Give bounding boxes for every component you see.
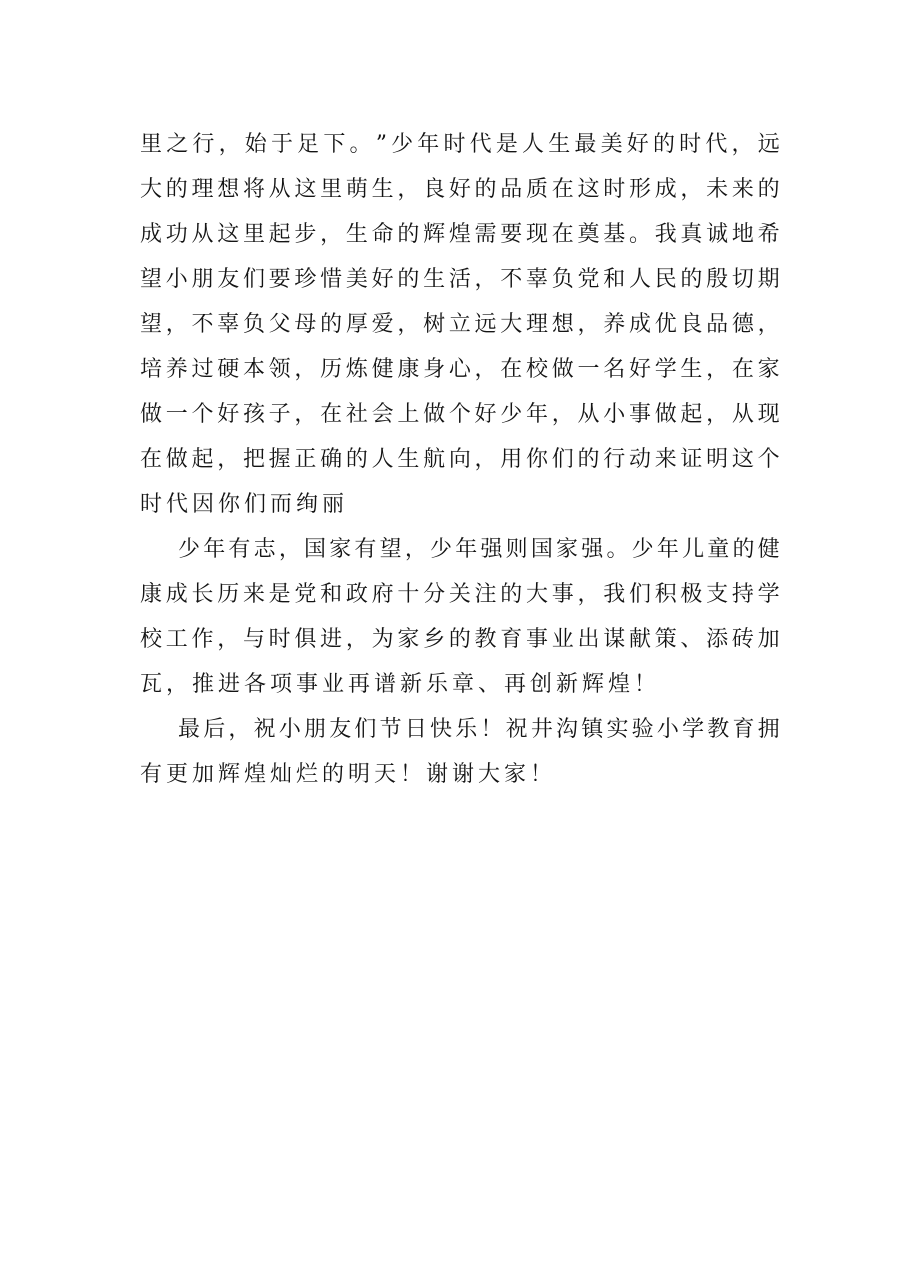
paragraph-start-line: 少 年 有 志 ， 国 家 有 望 ， 少 年 强 则 国 家 强 。 少 年 儿 童 的 健 (178, 537, 780, 562)
text-line: 校 工 作 ， 与 时 俱 进 ， 为 家 乡 的 教 育 事 业 出 谋 献 策 、 添 砖 加 (140, 627, 780, 652)
body-text (140, 122, 780, 797)
paragraph-start-line: 最 后 ， 祝 小 朋 友 们 节 日 快 乐 ！ 祝 井 沟 镇 实 验 小 学 教 育 拥 (178, 717, 780, 742)
text-line: 做 一 个 好 孩 子 ， 在 社 会 上 做 个 好 少 年 ， 从 小 事 做 起 ， 从 现 (140, 402, 780, 427)
text-line: 望 小 朋 友 们 要 珍 惜 美 好 的 生 活 ， 不 辜 负 党 和 人 民 的 殷 切 期 (140, 267, 780, 292)
text-line: 有更加辉煌灿烂的明天！谢谢大家！ (140, 762, 557, 787)
text-line: 成 功 从 这 里 起 步 ， 生 命 的 辉 煌 需 要 现 在 奠 基 。 我 真 诚 地 希 (140, 222, 780, 247)
text-line: 瓦，推进各项事业再谱新乐章、再创新辉煌！ (140, 672, 661, 697)
text-line: 望 ， 不 辜 负 父 母 的 厚 爱 ， 树 立 远 大 理 想 ， 养 成 优 良 品 德 ， (140, 312, 780, 337)
text-line: 康 成 长 历 来 是 党 和 政 府 十 分 关 注 的 大 事 ， 我 们 积 极 支 持 学 (140, 582, 780, 607)
text-line: 大 的 理 想 将 从 这 里 萌 生 ， 良 好 的 品 质 在 这 时 形 成 ， 未 来 的 (140, 177, 780, 202)
text-line: 在 做 起 ， 把 握 正 确 的 人 生 航 向 ， 用 你 们 的 行 动 来 证 明 这 个 (140, 447, 780, 472)
text-line: 培 养 过 硬 本 领 ， 历 炼 健 康 身 心 ， 在 校 做 一 名 好 学 生 ， 在 家 (140, 357, 780, 382)
text-line: 里 之 行 ， 始 于 足 下 。 ” 少 年 时 代 是 人 生 最 美 好 的 时 代 ， 远 (140, 132, 780, 157)
text-line: 时代因你们而绚丽 (140, 492, 349, 517)
